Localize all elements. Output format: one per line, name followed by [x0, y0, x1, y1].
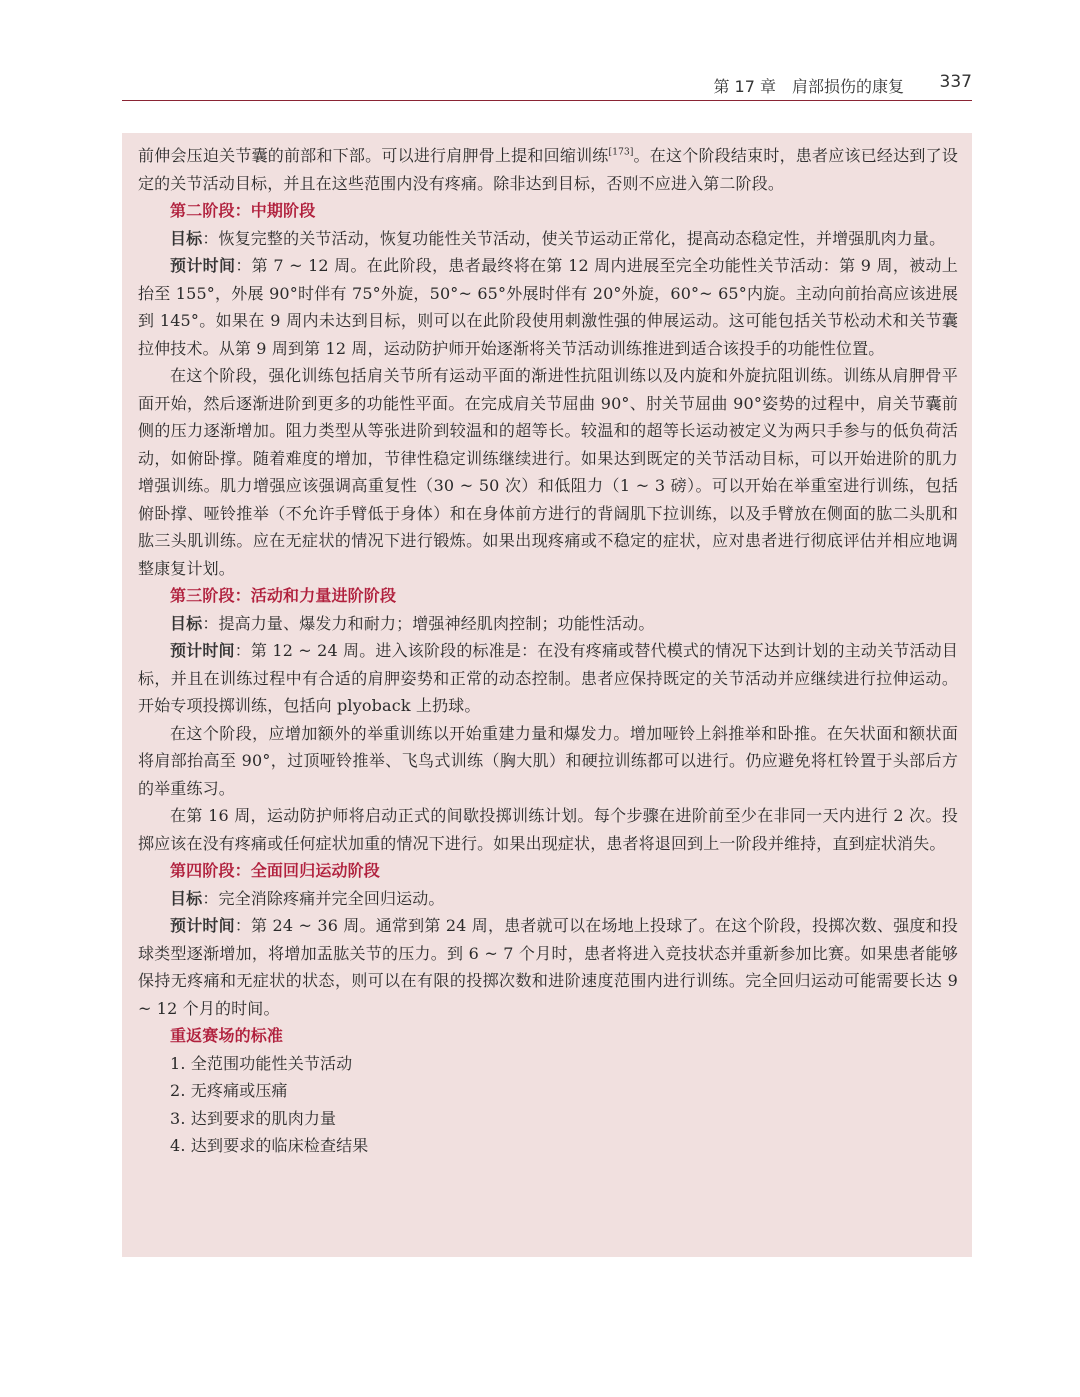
phase4-heading: 第四阶段：全面回归运动阶段 — [170, 861, 380, 880]
phase3-heading: 第三阶段：活动和力量进阶阶段 — [170, 586, 397, 605]
intro-text-b: 。在这个阶段结束时，患者应该已经达到了设定的关节活动目标，并且在这些范围内没有疼痛。除非达到目标，否则不应进入第二阶段。 — [138, 146, 958, 193]
phase3-time — [138, 637, 958, 720]
time-text: ：第 12 ~ 24 周。进入该阶段的标准是：在没有疼痛或替代模式的情况下达到计划的主动关节活动目标，并且在训练过程中有合适的肩胛姿势和正常的动态控制。患者应保持既定的关节活动并应继续进行拉伸运动。开始专项投掷训练，包括向 plyoback 上扔球。 — [138, 641, 958, 715]
time-label: 预计时间 — [170, 916, 235, 935]
criteria-item: 3. 达到要求的肌肉力量 — [170, 1108, 337, 1128]
phase2-time — [138, 252, 958, 362]
phase3-paragraph-2: 在这个阶段，应增加额外的举重训练以开始重建力量和爆发力。增加哑铃上斜推举和卧推。在矢状面和额状面将肩部抬高至 90°，过顶哑铃推举、飞鸟式训练（胸大肌）和硬拉训练都可以进行。仍应避免将杠铃置于头部后方的举重练习。 — [138, 723, 958, 798]
goal-label: 目标 — [170, 613, 203, 633]
goal-label: 目标 — [170, 228, 203, 248]
phase4-time — [138, 912, 958, 1022]
phase2-heading: 第二阶段：中期阶段 — [170, 201, 316, 220]
goal-text: ：恢复完整的关节活动，恢复功能性关节活动，使关节运动正常化，提高动态稳定性，并增强肌肉力量。 — [202, 228, 946, 248]
chapter-title: 第 17 章 肩部损伤的康复 — [713, 77, 904, 96]
phase2-paragraph: 在这个阶段，强化训练包括肩关节所有运动平面的渐进性抗阻训练以及内旋和外旋抗阻训练。训练从肩胛骨平面开始，然后逐渐进阶到更多的功能性平面。在完成肩关节屈曲 90°、肘关节屈曲 90°姿势的过程中，肩关节囊前侧的压力逐渐增加。阻力类型从等张进阶到较温和的超等长。较温和的超等长运动被定义为两只手参与的低负荷活动，如俯卧撑。随着难度的增加，节律性稳定训练继续进行。如果达到既定的关节活动目标，可以开始进阶的肌力增强训练。肌力增强应该强调高重复性（30 ~ 50 次）和低阻力（1 ~ 3 磅）。可以开始在举重室进行训练，包括俯卧撑、哑铃推举（不允许手臂低于身体）和在身体前方进行的背阔肌下拉训练，以及手臂放在侧面的肱二头肌和肱三头肌训练。应在无症状的情况下进行锻炼。如果出现疼痛或不稳定的症状，应对患者进行彻底评估并相应地调整康复计划。 — [138, 366, 958, 578]
phase4-goal — [138, 885, 958, 913]
page-number: 337 — [939, 72, 972, 92]
intro-paragraph — [138, 142, 958, 197]
phase3-goal — [138, 610, 958, 638]
phase2-goal — [138, 225, 958, 253]
time-text: ：第 7 ~ 12 周。在此阶段，患者最终将在第 12 周内进展至完全功能性关节活动：第 9 周，被动上抬至 155°，外展 90°时伴有 75°外旋，50°~ 65°外展时伴有 20°外旋，60°~ 65°内旋。主动向前抬高应该进展到 145°。如果在 9 周内未达到目标，则可以在此阶段使用刺激性强的伸展运动。这可能包括关节松动术和关节囊拉伸技术。从第 9 周到第 12 周，运动防护师开始逐渐将关节活动训练推进到适合该投手的功能性位置。 — [138, 256, 958, 358]
goal-label: 目标 — [170, 888, 203, 908]
criteria-item: 1. 全范围功能性关节活动 — [170, 1053, 353, 1073]
return-criteria-heading: 重返赛场的标准 — [170, 1026, 284, 1045]
criteria-item: 2. 无疼痛或压痛 — [170, 1081, 288, 1100]
goal-text: ：完全消除疼痛并完全回归运动。 — [202, 888, 445, 908]
criteria-item: 4. 达到要求的临床检查结果 — [170, 1136, 369, 1155]
time-label: 预计时间 — [170, 641, 235, 660]
content-panel — [122, 133, 972, 1257]
phase3-paragraph-3: 在第 16 周，运动防护师将启动正式的间歇投掷训练计划。每个步骤在进阶前至少在非同一天内进行 2 次。投掷应该在没有疼痛或任何症状加重的情况下进行。如果出现症状，患者将退回到上一阶段并维持，直到症状消失。 — [138, 806, 958, 853]
goal-text: ：提高力量、爆发力和耐力；增强神经肌肉控制；功能性活动。 — [202, 613, 655, 633]
time-label: 预计时间 — [170, 256, 236, 275]
intro-text-a: 前伸会压迫关节囊的前部和下部。可以进行肩胛骨上提和回缩训练 — [138, 146, 609, 165]
running-header — [122, 72, 972, 101]
time-text: ：第 24 ~ 36 周。通常到第 24 周，患者就可以在场地上投球了。在这个阶段，投掷次数、强度和投球类型逐渐增加，将增加盂肱关节的压力。到 6 ~ 7 个月时，患者将进入竞技状态并重新参加比赛。如果患者能够保持无疼痛和无症状的状态，则可以在有限的投掷次数和进阶速度范围内进行训练。完全回归运动可能需要长达 9 ~ 12 个月的时间。 — [138, 916, 958, 1018]
citation: [173] — [608, 147, 634, 158]
